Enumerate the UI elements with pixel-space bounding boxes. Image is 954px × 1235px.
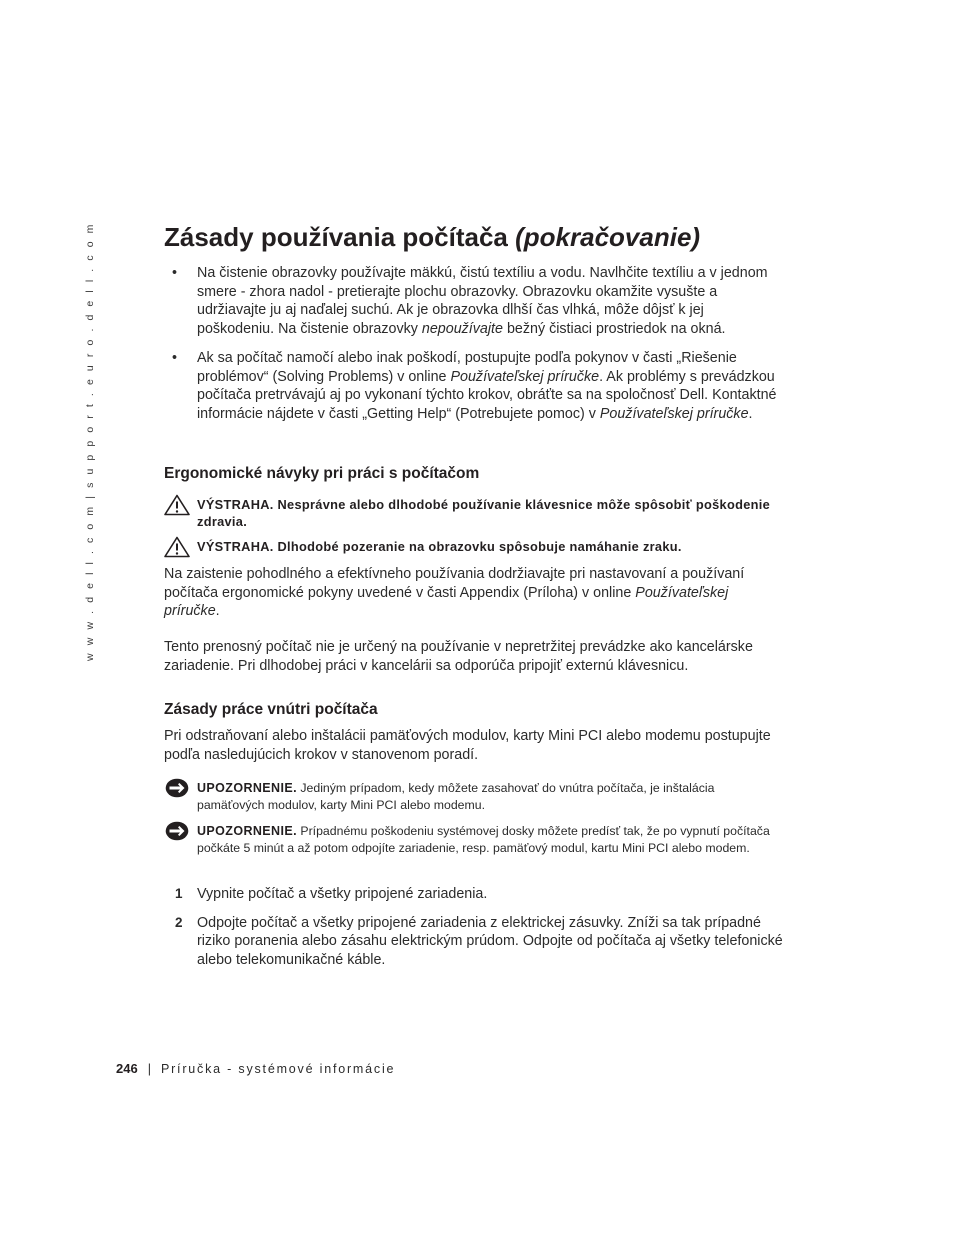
title-continued: (pokračovanie) bbox=[515, 222, 701, 252]
notice-text bbox=[197, 823, 784, 857]
warning-triangle-icon bbox=[164, 494, 190, 516]
warning-triangle-icon bbox=[164, 536, 190, 558]
bullet-item bbox=[164, 349, 784, 423]
bullet-emphasis: Používateľskej príručke bbox=[450, 368, 600, 385]
bullet-emphasis: Používateľskej príručke bbox=[599, 405, 749, 422]
notice-hand-icon bbox=[165, 821, 189, 841]
bullet-text: Na čistenie obrazovky používajte mäkkú, čistú textíliu a vodu. Navlhčite textíliu a v jednom smere - zhora nadol - pretierajte plochu obrazovky. Obrazovku okamžite vysušte a udržiavajte ju aj naďalej suchú. Ak je obrazovka dlhší čas vlhká, môže dôjsť k jej poškodeniu. Na čistenie obrazovky bbox=[197, 265, 768, 337]
bullet-text: . Ak problémy s prevádzkou počítača pretrvávajú aj po vykonaní týchto krokov, obráťte sa na spoločnosť Dell. Kontaktné informácie nájdete v časti „Getting Help“ (Potrebujete pomoc) v bbox=[197, 368, 777, 422]
notice-label: UPOZORNENIE. bbox=[197, 824, 297, 838]
notice-text bbox=[197, 780, 784, 814]
side-url: w w w . d e l l . c o m | s u p p o r t . e u r o . d e l l . c o m bbox=[84, 222, 96, 661]
footer-title: Príručka - systémové informácie bbox=[160, 1062, 396, 1076]
section-heading-ergonomics: Ergonomické návyky pri práci s počítačom bbox=[164, 465, 480, 482]
warning-text: VÝSTRAHA. Dlhodobé pozeranie na obrazovku spôsobuje namáhanie zraku. bbox=[197, 539, 682, 554]
bullet-emphasis: nepoužívajte bbox=[421, 320, 503, 337]
notice-hand-icon bbox=[165, 778, 189, 798]
notice-label: UPOZORNENIE. bbox=[197, 781, 297, 795]
paragraph-emphasis: Používateľskej príručke bbox=[164, 584, 729, 619]
paragraph-text: Na zaistenie pohodlného a efektívneho používania dodržiavajte pri nastavovaní a používaní počítača ergonomické pokyny uvedené v časti Appendix (Príloha) v online bbox=[164, 566, 745, 601]
section-heading-inside: Zásady práce vnútri počítača bbox=[164, 701, 378, 718]
warning-keyboard bbox=[164, 496, 784, 530]
paragraph-text: . bbox=[215, 603, 220, 619]
notice-body: Jediným prípadom, kedy môžete zasahovať do vnútra počítača, je inštalácia pamäťových modulov, karty Mini PCI alebo modemu. bbox=[197, 781, 715, 812]
page-title bbox=[164, 222, 700, 253]
footer-separator: | bbox=[147, 1062, 151, 1076]
step-text: Odpojte počítač a všetky pripojené zariadenia z elektrickej zásuvky. Zníži sa tak prípadné riziko poranenia alebo zásahu elektrickým prúdom. Odpojte od počítača aj všetky telefonické alebo telekomunikačné káble. bbox=[197, 914, 783, 968]
step-item bbox=[164, 914, 784, 970]
bullet-text: . bbox=[748, 405, 753, 422]
bullet-text: bežný čistiaci prostriedok na okná. bbox=[502, 320, 726, 337]
bullet-list bbox=[164, 264, 784, 434]
bullet-dot: • bbox=[172, 350, 178, 366]
bullet-dot: • bbox=[172, 265, 178, 281]
bullet-item bbox=[164, 264, 784, 338]
notice-1 bbox=[164, 780, 784, 814]
step-item bbox=[164, 885, 784, 904]
warning-screen bbox=[164, 538, 784, 555]
page-number: 246 bbox=[116, 1061, 138, 1076]
step-number: 2 bbox=[175, 914, 183, 930]
title-main: Zásady používania počítača bbox=[164, 222, 508, 252]
steps-list bbox=[164, 885, 784, 979]
bullet-text: Ak sa počítač namočí alebo inak poškodí, postupujte podľa pokynov v časti „Riešenie problémov“ (Solving Problems) v online bbox=[197, 350, 737, 385]
paragraph-keyboard: Tento prenosný počítač nie je určený na používanie v nepretržitej prevádzke ako kancelárske zariadenie. Pri dlhodobej práci v kancelárii sa odporúča pripojiť externú klávesnicu. bbox=[164, 639, 753, 674]
notice-body: Prípadnému poškodeniu systémovej dosky môžete predísť tak, že po vypnutí počítača počkáte 5 minút a až potom odpojíte zariadenie, resp. pamäťový modul, kartu Mini PCI alebo modem. bbox=[197, 824, 770, 855]
warning-text: VÝSTRAHA. Nesprávne alebo dlhodobé používanie klávesnice môže spôsobiť poškodenie zdravia. bbox=[197, 497, 771, 529]
step-number: 1 bbox=[175, 886, 183, 901]
notice-2 bbox=[164, 823, 784, 857]
step-text: Vypnite počítač a všetky pripojené zariadenia. bbox=[197, 886, 488, 902]
paragraph-intro: Pri odstraňovaní alebo inštalácii pamäťových modulov, karty Mini PCI alebo modemu postupujte podľa nasledujúcich krokov v stanovenom poradí. bbox=[164, 728, 771, 763]
paragraph-ergonomics bbox=[164, 565, 774, 621]
page-footer bbox=[116, 1061, 395, 1076]
